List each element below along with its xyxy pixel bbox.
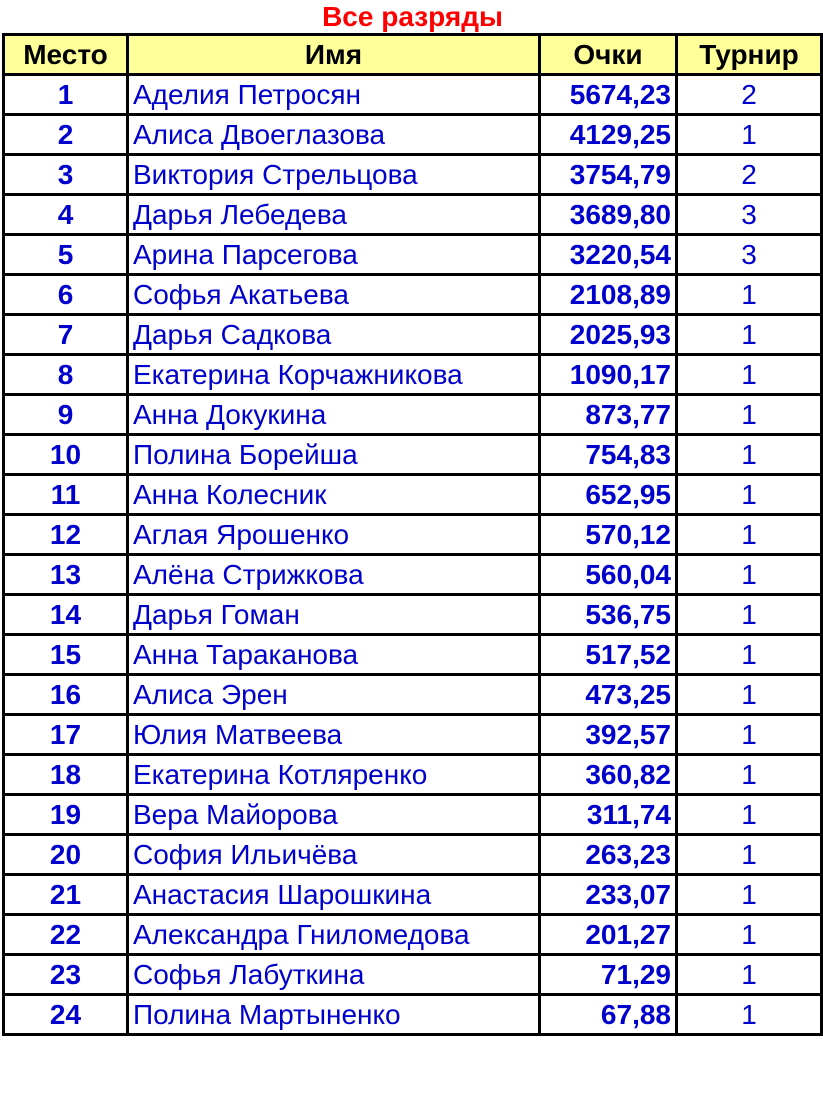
place-cell: 20: [4, 835, 128, 875]
table-row: [4, 395, 822, 435]
place-cell: 7: [4, 315, 128, 355]
name-cell: Алёна Стрижкова: [128, 555, 540, 595]
tournaments-cell: 1: [677, 355, 822, 395]
table-row: [4, 635, 822, 675]
tournaments-cell: 1: [677, 835, 822, 875]
ranking-table: [2, 33, 823, 1036]
table-row: [4, 435, 822, 475]
place-cell: 18: [4, 755, 128, 795]
table-row: [4, 555, 822, 595]
points-cell: 652,95: [540, 475, 677, 515]
place-cell: 2: [4, 115, 128, 155]
points-cell: 517,52: [540, 635, 677, 675]
tournaments-cell: 1: [677, 715, 822, 755]
tournaments-cell: 1: [677, 795, 822, 835]
name-cell: Полина Борейша: [128, 435, 540, 475]
points-cell: 473,25: [540, 675, 677, 715]
name-cell: Софья Акатьева: [128, 275, 540, 315]
tournaments-cell: 1: [677, 435, 822, 475]
table-row: [4, 75, 822, 115]
header-place: Место: [4, 35, 128, 75]
points-cell: 392,57: [540, 715, 677, 755]
table-row: [4, 795, 822, 835]
table-row: [4, 475, 822, 515]
tournaments-cell: 3: [677, 235, 822, 275]
place-cell: 24: [4, 995, 128, 1035]
table-row: [4, 835, 822, 875]
tournaments-cell: 1: [677, 955, 822, 995]
tournaments-cell: 1: [677, 555, 822, 595]
tournaments-cell: 1: [677, 395, 822, 435]
points-cell: 360,82: [540, 755, 677, 795]
name-cell: Екатерина Корчажникова: [128, 355, 540, 395]
points-cell: 3754,79: [540, 155, 677, 195]
name-cell: Алиса Эрен: [128, 675, 540, 715]
place-cell: 22: [4, 915, 128, 955]
header-row: [4, 35, 822, 75]
place-cell: 23: [4, 955, 128, 995]
tournaments-cell: 1: [677, 915, 822, 955]
place-cell: 3: [4, 155, 128, 195]
place-cell: 15: [4, 635, 128, 675]
tournaments-cell: 1: [677, 995, 822, 1035]
tournaments-cell: 2: [677, 75, 822, 115]
points-cell: 3689,80: [540, 195, 677, 235]
place-cell: 11: [4, 475, 128, 515]
name-cell: Аглая Ярошенко: [128, 515, 540, 555]
name-cell: Екатерина Котляренко: [128, 755, 540, 795]
points-cell: 570,12: [540, 515, 677, 555]
table-row: [4, 595, 822, 635]
table-row: [4, 275, 822, 315]
table-row: [4, 995, 822, 1035]
points-cell: 201,27: [540, 915, 677, 955]
name-cell: Анна Колесник: [128, 475, 540, 515]
name-cell: Дарья Садкова: [128, 315, 540, 355]
table-row: [4, 875, 822, 915]
name-cell: Анастасия Шарошкина: [128, 875, 540, 915]
place-cell: 14: [4, 595, 128, 635]
table-row: [4, 235, 822, 275]
table-row: [4, 675, 822, 715]
points-cell: 873,77: [540, 395, 677, 435]
tournaments-cell: 1: [677, 635, 822, 675]
name-cell: Вера Майорова: [128, 795, 540, 835]
tournaments-cell: 1: [677, 515, 822, 555]
place-cell: 5: [4, 235, 128, 275]
tournaments-cell: 1: [677, 875, 822, 915]
points-cell: 5674,23: [540, 75, 677, 115]
name-cell: Анна Докукина: [128, 395, 540, 435]
header-points: Очки: [540, 35, 677, 75]
points-cell: 2108,89: [540, 275, 677, 315]
place-cell: 8: [4, 355, 128, 395]
tournaments-cell: 1: [677, 595, 822, 635]
place-cell: 13: [4, 555, 128, 595]
name-cell: Алиса Двоеглазова: [128, 115, 540, 155]
tournaments-cell: 1: [677, 475, 822, 515]
name-cell: Дарья Лебедева: [128, 195, 540, 235]
place-cell: 17: [4, 715, 128, 755]
points-cell: 754,83: [540, 435, 677, 475]
place-cell: 21: [4, 875, 128, 915]
tournaments-cell: 1: [677, 115, 822, 155]
table-row: [4, 315, 822, 355]
tournaments-cell: 1: [677, 275, 822, 315]
table-row: [4, 515, 822, 555]
place-cell: 9: [4, 395, 128, 435]
name-cell: Виктория Стрельцова: [128, 155, 540, 195]
table-row: [4, 115, 822, 155]
place-cell: 1: [4, 75, 128, 115]
table-header: [4, 35, 822, 75]
points-cell: 71,29: [540, 955, 677, 995]
table-row: [4, 915, 822, 955]
points-cell: 311,74: [540, 795, 677, 835]
points-cell: 263,23: [540, 835, 677, 875]
points-cell: 560,04: [540, 555, 677, 595]
name-cell: Анна Тараканова: [128, 635, 540, 675]
points-cell: 3220,54: [540, 235, 677, 275]
name-cell: Аделия Петросян: [128, 75, 540, 115]
table-row: [4, 755, 822, 795]
place-cell: 4: [4, 195, 128, 235]
tournaments-cell: 1: [677, 315, 822, 355]
tournaments-cell: 1: [677, 755, 822, 795]
points-cell: 2025,93: [540, 315, 677, 355]
table-row: [4, 155, 822, 195]
table-row: [4, 955, 822, 995]
points-cell: 67,88: [540, 995, 677, 1035]
place-cell: 19: [4, 795, 128, 835]
table-row: [4, 355, 822, 395]
table-body: [4, 75, 822, 1035]
name-cell: Юлия Матвеева: [128, 715, 540, 755]
points-cell: 1090,17: [540, 355, 677, 395]
name-cell: Софья Лабуткина: [128, 955, 540, 995]
name-cell: София Ильичёва: [128, 835, 540, 875]
tournaments-cell: 2: [677, 155, 822, 195]
place-cell: 10: [4, 435, 128, 475]
points-cell: 233,07: [540, 875, 677, 915]
header-name: Имя: [128, 35, 540, 75]
points-cell: 536,75: [540, 595, 677, 635]
points-cell: 4129,25: [540, 115, 677, 155]
table-row: [4, 195, 822, 235]
name-cell: Арина Парсегова: [128, 235, 540, 275]
tournaments-cell: 3: [677, 195, 822, 235]
tournaments-cell: 1: [677, 675, 822, 715]
header-tournaments: Турнир: [677, 35, 822, 75]
table-row: [4, 715, 822, 755]
page-title: Все разряды: [322, 1, 503, 32]
name-cell: Дарья Гоман: [128, 595, 540, 635]
place-cell: 16: [4, 675, 128, 715]
place-cell: 6: [4, 275, 128, 315]
place-cell: 12: [4, 515, 128, 555]
name-cell: Александра Гниломедова: [128, 915, 540, 955]
name-cell: Полина Мартыненко: [128, 995, 540, 1035]
